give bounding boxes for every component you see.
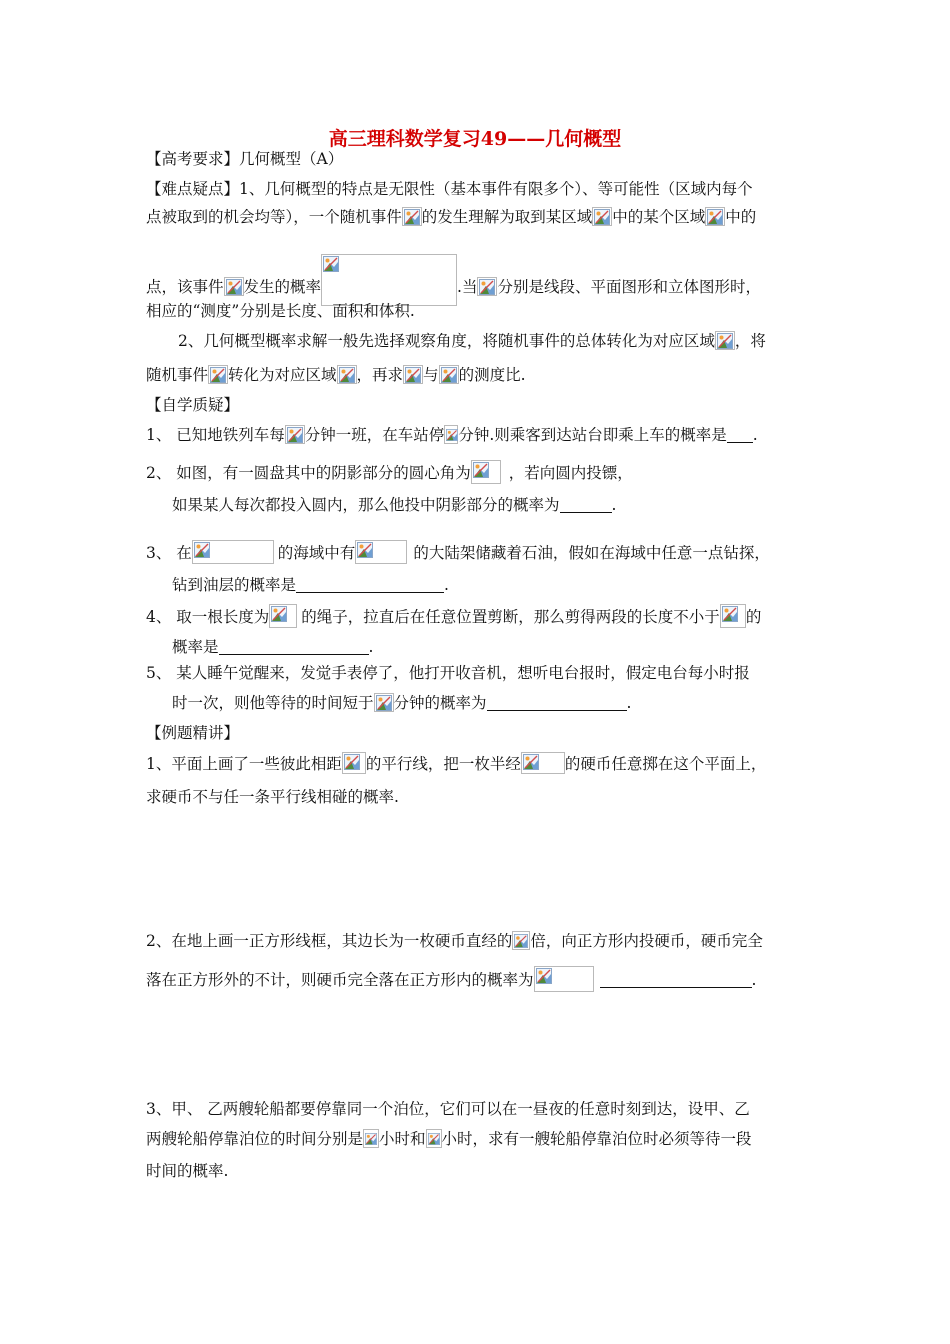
text-segment: 求硬币不与任一条平行线相碰的概率. <box>146 788 399 806</box>
broken-image-icon <box>224 277 244 296</box>
text-segment: 3、 在 <box>146 544 192 562</box>
text-segment: 钻到油层的概率是 <box>172 576 297 594</box>
difficulty-line-1 <box>146 178 753 200</box>
text-segment: ，若向圆内投镖， <box>508 464 633 482</box>
text-segment: .当 <box>457 278 478 296</box>
text-segment: 的 <box>745 608 762 626</box>
example-1 <box>146 752 766 775</box>
question-2 <box>146 460 633 484</box>
text-segment: 两艘轮船停靠泊位的时间分别是 <box>146 1130 364 1148</box>
broken-image-icon <box>337 365 357 384</box>
text-segment: 2、几何概型概率求解一般先选择观察角度，将随机事件的总体转化为对应区域 <box>178 332 715 350</box>
answer-blank <box>727 426 753 443</box>
text-segment: 转化为对应区域 <box>228 366 337 384</box>
text-segment: 的大陆架储藏着石油，假如在海域中任意一点钻探， <box>413 544 770 562</box>
question-4 <box>146 604 761 628</box>
question-1 <box>146 424 758 446</box>
text-segment: 落在正方形外的不计，则硬币完全落在正方形内的概率为 <box>146 971 534 989</box>
text-segment: 分别是线段、平面图形和立体图形时， <box>497 278 761 296</box>
text-segment: 与 <box>423 366 439 384</box>
broken-image-icon <box>444 425 458 444</box>
broken-image-formula <box>321 254 457 306</box>
section-label-self-study: 【自学质疑】 <box>146 396 240 414</box>
example-2-line-2 <box>146 966 756 992</box>
difficulty-line-4 <box>146 300 415 322</box>
text-segment: 倍，向正方形内投硬币，硬币完全 <box>530 932 763 950</box>
broken-image-icon <box>402 207 422 226</box>
text-segment: . <box>751 971 757 989</box>
text-segment: 1、平面上画了一些彼此相距 <box>146 755 342 773</box>
difficulty-line-3 <box>146 254 761 306</box>
broken-image-formula <box>355 540 407 564</box>
text-segment: 的测度比. <box>458 366 526 384</box>
text-segment: 的海域中有 <box>277 544 356 562</box>
broken-image-icon <box>426 1129 442 1148</box>
text-segment: 分钟一班，在车站停 <box>304 426 445 444</box>
broken-image-icon <box>715 331 735 350</box>
text-segment: 中的 <box>725 208 757 226</box>
text-segment: 如果某人每次都投入圆内，那么他投中阴影部分的概率为 <box>172 496 560 514</box>
text-segment: . <box>444 576 449 594</box>
broken-image-icon <box>477 277 497 296</box>
broken-image-formula <box>534 966 594 992</box>
broken-image-icon <box>512 931 530 950</box>
difficulty-line-5 <box>178 330 766 352</box>
answer-blank <box>219 638 369 655</box>
text-segment: 时间的概率. <box>146 1162 229 1180</box>
example-2 <box>146 930 763 952</box>
broken-image-icon <box>342 752 366 774</box>
example-3-line-2 <box>146 1128 752 1150</box>
answer-blank <box>560 496 612 513</box>
text-segment: 分钟.则乘客到达站台即乘上车的概率是 <box>458 426 727 444</box>
difficulty-text: 1、几何概型的特点是无限性（基本事件有限多个）、等可能性（区域内每个 <box>239 180 753 198</box>
example-3 <box>146 1098 750 1120</box>
text-segment: 4、 取一根长度为 <box>146 608 270 626</box>
text-segment: 相应的“测度”分别是长度、面积和体积. <box>146 302 415 320</box>
text-segment: 小时和 <box>379 1130 426 1148</box>
text-segment: 小时，求有一艘轮船停靠泊位时必须等待一段 <box>441 1130 752 1148</box>
text-segment: 概率是 <box>172 638 219 656</box>
section-label-difficulty: 【难点疑点】 <box>146 180 240 198</box>
question-4-line-2 <box>172 636 373 658</box>
page-title: 高三理科数学复习49——几何概型 <box>328 128 622 150</box>
text-segment: 的发生理解为取到某区域 <box>421 208 593 226</box>
answer-blank <box>487 694 627 711</box>
text-segment: . <box>611 496 617 514</box>
question-2-line-2 <box>172 494 616 516</box>
broken-image-icon <box>403 365 423 384</box>
difficulty-line-6 <box>146 364 526 386</box>
example-3-line-3 <box>146 1160 228 1182</box>
requirement-line <box>146 148 343 170</box>
broken-image-icon <box>269 604 297 628</box>
text-segment: ，再求 <box>356 366 404 384</box>
text-segment: 1、 已知地铁列车每 <box>146 426 285 444</box>
broken-image-formula <box>192 540 274 564</box>
broken-image-icon <box>439 365 459 384</box>
broken-image-icon <box>720 604 746 628</box>
text-segment: ，将 <box>734 332 766 350</box>
question-5 <box>146 662 750 684</box>
question-5-line-2 <box>172 692 631 714</box>
text-segment: . <box>626 694 632 712</box>
text-segment: 2、在地上画一正方形线框，其边长为一枚硬币直经的 <box>146 932 513 950</box>
text-segment: 的平行线，把一枚半经 <box>365 755 521 773</box>
broken-image-formula <box>521 752 565 774</box>
section-label-examples: 【例题精讲】 <box>146 724 240 742</box>
text-segment: 中的某个区域 <box>612 208 706 226</box>
text-segment: 分钟的概率为 <box>393 694 487 712</box>
text-segment: 发生的概率 <box>243 278 322 296</box>
text-segment: 点被取到的机会均等），一个随机事件 <box>146 208 402 226</box>
broken-image-icon <box>208 365 228 384</box>
question-3 <box>146 540 770 564</box>
difficulty-line-2 <box>146 206 756 228</box>
answer-blank <box>296 576 444 593</box>
example-1-line-2 <box>146 786 399 808</box>
text-segment: 的硬币任意掷在这个平面上， <box>564 755 767 773</box>
broken-image-icon <box>705 207 725 226</box>
text-segment: . <box>752 426 758 444</box>
broken-image-icon <box>285 425 305 444</box>
broken-image-icon <box>363 1129 379 1148</box>
text-segment: 5、 某人睡午觉醒来，发觉手表停了，他打开收音机，想听电台报时，假定电台每小时报 <box>146 664 750 682</box>
text-segment: 2、 如图，有一圆盘其中的阴影部分的圆心角为 <box>146 464 471 482</box>
answer-blank <box>600 971 752 988</box>
broken-image-icon <box>471 460 501 484</box>
text-segment: 时一次，则他等待的时间短于 <box>172 694 374 712</box>
question-3-line-2 <box>172 574 449 596</box>
text-segment: 随机事件 <box>146 366 209 384</box>
broken-image-icon <box>374 693 394 712</box>
section-label-requirement: 【高考要求】 <box>146 150 240 168</box>
text-segment: 的绳子，拉直后在任意位置剪断，那么剪得两段的长度不小于 <box>301 608 720 626</box>
text-segment: . <box>368 638 374 656</box>
text-segment: 3、甲、 乙两艘轮船都要停靠同一个泊位，它们可以在一昼夜的任意时刻到达，设甲、乙 <box>146 1100 750 1118</box>
broken-image-icon <box>592 207 612 226</box>
text-segment: 点，该事件 <box>146 278 224 296</box>
requirement-text: 几何概型（A） <box>239 150 344 168</box>
